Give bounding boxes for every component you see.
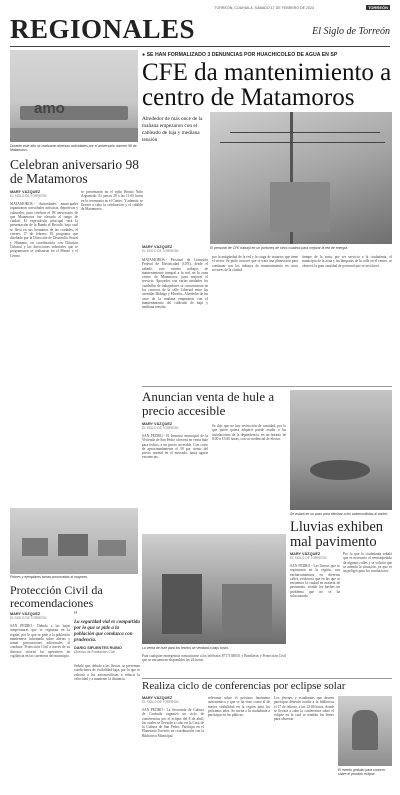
dateline: TORREÓN, COAHUILA. SÁBADO 17 DE FEBRERO DE 2024 xyxy=(214,6,314,10)
section-divider-2 xyxy=(142,678,392,679)
proteccion-outlet: EL SIGLO DE TORREÓN xyxy=(10,616,47,620)
proteccion-headline: Protección Civil da recomendaciones xyxy=(10,583,103,610)
masthead xyxy=(10,6,390,46)
proteccion-quote: La seguridad vial es compartida por lo que se pide a la población que conduzca con prudencia. xyxy=(74,620,140,643)
cfe-body-col1: MATAMOROS.- Personal de Comisión Federal de Electricidad (CFE), desde el sábado, este viernes trabajos de mantenimiento integral a la red, en la zona centro de Matamoros, para mejorar el servicio. Apoyados con varias unidades los cuadrillas de trabajadores se concentraron en los cruceros de la calle Libertad entre las avenidas Hidalgo y Morelos. Alrededor de las once de la mañana empezaron con el mantenimiento del cableado de baja y mediana tensión. xyxy=(142,258,208,310)
celebran-body-col1: MATAMOROS.- Autoridades municipales organizaron actividades artísticas, deportivas y culturales, para celebrar el 98 aniversario de que Matamoros fue elevado al rango de ciudad. El expectáculo principal será la presentación de la Banda el Recodo, bajo cual se lleva en sus hermanos de las ciudades, el viernes 17 de febrero. El programa que diseñado por la Dirección de Desarrollo Social y Humano, en coordinación con Difusión Cultural y las direcciones señoriales que se programaron se realizaron en el Museo y el Centro. xyxy=(10,202,78,258)
eclipse-photo xyxy=(338,696,392,766)
page-label: TORREÓN xyxy=(368,5,388,10)
main-outlet: EL SIGLO DE TORREÓN xyxy=(142,249,179,253)
hule-headline: Anuncian venta de hule a precio accesible xyxy=(142,389,275,418)
cfe-photo-caption: El personal de CFE trabajó en un portones de otros cuadros para mejorar la red de energía. xyxy=(210,246,349,250)
cfe-body-col2: por la antigüedad de la red y la carga de usuarios que tiene el sector. Se pudo conocer que se trata una planeación para continuar con los trabajos de mantenimiento en otros sectores de la ciudad. xyxy=(212,255,298,272)
main-author: MARY VÁZQUEZ xyxy=(142,245,173,249)
lluvias-byline xyxy=(290,552,350,560)
hule-outlet: EL SIGLO DE TORREÓN xyxy=(142,426,179,430)
hule-body-col1: SAN PEDRO.- El Instituto municipal de la Vivienda de San Pedro ofrecerá en venta hule para techos, a un precio accesible. Con costo de aproximadamente el 50 por ciento del precio normal en el mercado, hasta agotar existencias. xyxy=(142,434,208,460)
cfe-body-col3: tiempo de la zona, por ser servicio a la ciudadanía, el municipio de la zona y las lámparas de la calle en el centro, se observó la gran cantidad de personal que se involucró. xyxy=(302,255,392,268)
proteccion-photo xyxy=(10,508,138,574)
main-byline xyxy=(142,245,207,253)
quote-mark-icon: “ xyxy=(74,610,78,621)
proteccion-byline xyxy=(10,612,70,620)
eclipse-body-col3: Los jóvenes y estudiantes que deseen participar deberán acudir a la biblioteca el 27 de febrero, a las 12:00 horas, donde se llevará a cabo la conferencia sobre el eclipse en la cual se tendrán los lentes para observar. xyxy=(274,696,334,722)
main-kicker xyxy=(142,52,392,58)
section-divider-1 xyxy=(142,386,392,387)
proteccion-photo-caption: Pobres y ejemplares tomas provocadas al mayores. xyxy=(10,575,89,579)
quote-author: DARIO SIFUENTES RUBIO xyxy=(74,646,122,650)
matamoros-photo-caption: Durante este año se realizarán diversas actividades por el aniversario número 98 de Matamoros. xyxy=(10,144,137,152)
lluvias-outlet: EL SIGLO DE TORREÓN xyxy=(290,556,327,560)
eclipse-byline xyxy=(142,696,202,704)
quote-role: Director de Protección Civil xyxy=(74,650,115,654)
main-deck: Alrededor de más once de la mañana empezaron con el cableado de luja y mediana tensión xyxy=(142,116,203,143)
hule-body-col2: Se dijo que no hay restricción de cantidad, por lo que quien quiera adquirir puede acudir a las instalaciones de la dependencia, en un horario de 8:00 a 15:00 horas, con su credencial de elector. xyxy=(212,424,286,441)
eclipse-outlet: EL SIGLO DE TORREÓN xyxy=(142,700,179,704)
lluvias-author: MARY VÁZQUEZ xyxy=(290,552,321,556)
proteccion-quote-box xyxy=(74,612,140,654)
eclipse-headline: Realiza ciclo de conferencias por eclipse solar xyxy=(142,680,346,692)
main-headline: CFE da mantenimiento a centro de Matamoros xyxy=(142,59,392,111)
celebran-headline: Celebran aniversario 98 de Matamoros xyxy=(10,157,139,186)
lluvias-headline: Lluvias exhiben mal pavimento xyxy=(290,519,384,550)
eclipse-author: MARY VÁZQUEZ xyxy=(142,696,173,700)
lluvias-body-col2: Por lo que la ciudadanía señaló que es necesario el reencarpetado de algunas calles y se solicita que se atienda la situación, ya que es un peligro para los conductores. xyxy=(343,552,392,574)
matamoros-sign-photo: amo xyxy=(10,50,138,142)
proteccion-body-col1: SAN PEDRO.- Debido a las bajas temperaturas que se registran en la región, por lo que se pide a la población mantenerse informada sobre alertas y tomar precauciones adicionales al conducir. Protección Civil a través de su director, reforzó los operativos de vigilancia en las carreteras del municipio. xyxy=(10,624,70,659)
eclipse-body-col2: relevante sobre el próximo fenómeno astronómico y que se ha visto como el de mayor visibilidad en la región para los próximos años. Se invita a la ciudadanía a participar en las pláticas. xyxy=(208,696,270,718)
hule-author: MARY VÁZQUEZ xyxy=(142,422,173,426)
header-divider xyxy=(10,46,390,47)
kicker-bullet-icon: ● xyxy=(142,52,147,58)
pothole-photo-caption: Se estará en un pozo para eliminar a los automovilistas al bache. xyxy=(290,512,389,516)
celebran-body-col2: se presentarán en el ejido Benito Niño Argomedo. El jueves 29 a las 11:00 horas en la ceremonia en el Centro. Y además, se llevará a cabo la celebración y el cabildo de Matamoros. xyxy=(81,190,143,212)
proteccion-body-col3: Para cualquier emergencia comunicarse a los teléfonos 8717138050, y Bomberos y Protección Civil que se encuentran disponibles las 24 horas. xyxy=(142,654,286,663)
eclipse-body-col1: SAN PEDRO.- La Secretaría de Cultura de Coahuila organizó un ciclo de conferencias por el eclipse del 8 de abril, las cuales se llevarán a cabo en la Casa de la Cultura de San Pedro. Participa en el Planetario Torreón, en coordinación con la Biblioteca Municipal. xyxy=(142,708,204,738)
cfe-workers-photo xyxy=(210,112,392,244)
main-kicker-text: SE HAN FORMALIZADO 3 DENUNCIAS POR HUACHICOLEO DE AGUA EN SP xyxy=(146,52,338,58)
celebran-outlet: EL SIGLO DE TORREÓN xyxy=(10,194,47,198)
celebran-author: MARY VÁZQUEZ xyxy=(10,190,41,194)
brand-logo: El Siglo de Torreón xyxy=(312,26,390,37)
section-title: REGIONALES xyxy=(10,14,196,44)
hule-sale-caption: La venta de hule para los techos se vendará a bajo costo. xyxy=(142,646,229,650)
proteccion-author: MARY VÁZQUEZ xyxy=(10,612,41,616)
lluvias-body-col1: SAN PEDRO.- Las lluvias que se registraron en la región, con encharcamientos en diversas calles, evidencia que en las que se encuentra la ciudad en materia de pavimento, siendo los baches un problema que no se ha solucionado. xyxy=(290,564,340,599)
proteccion-body-col2: Señaló que, debido a las lluvias, se presentan condiciones de visibilidad baja, por lo que se exhorta a los automovilistas a reducir la velocidad y a mantener la distancia. xyxy=(74,664,140,681)
celebran-byline xyxy=(10,190,80,198)
hule-byline xyxy=(142,422,202,430)
pothole-photo xyxy=(290,390,392,510)
hule-sale-photo xyxy=(142,534,286,644)
eclipse-photo-caption: El evento gratuito para conocer sobre el próximo eclipse. xyxy=(338,768,386,776)
